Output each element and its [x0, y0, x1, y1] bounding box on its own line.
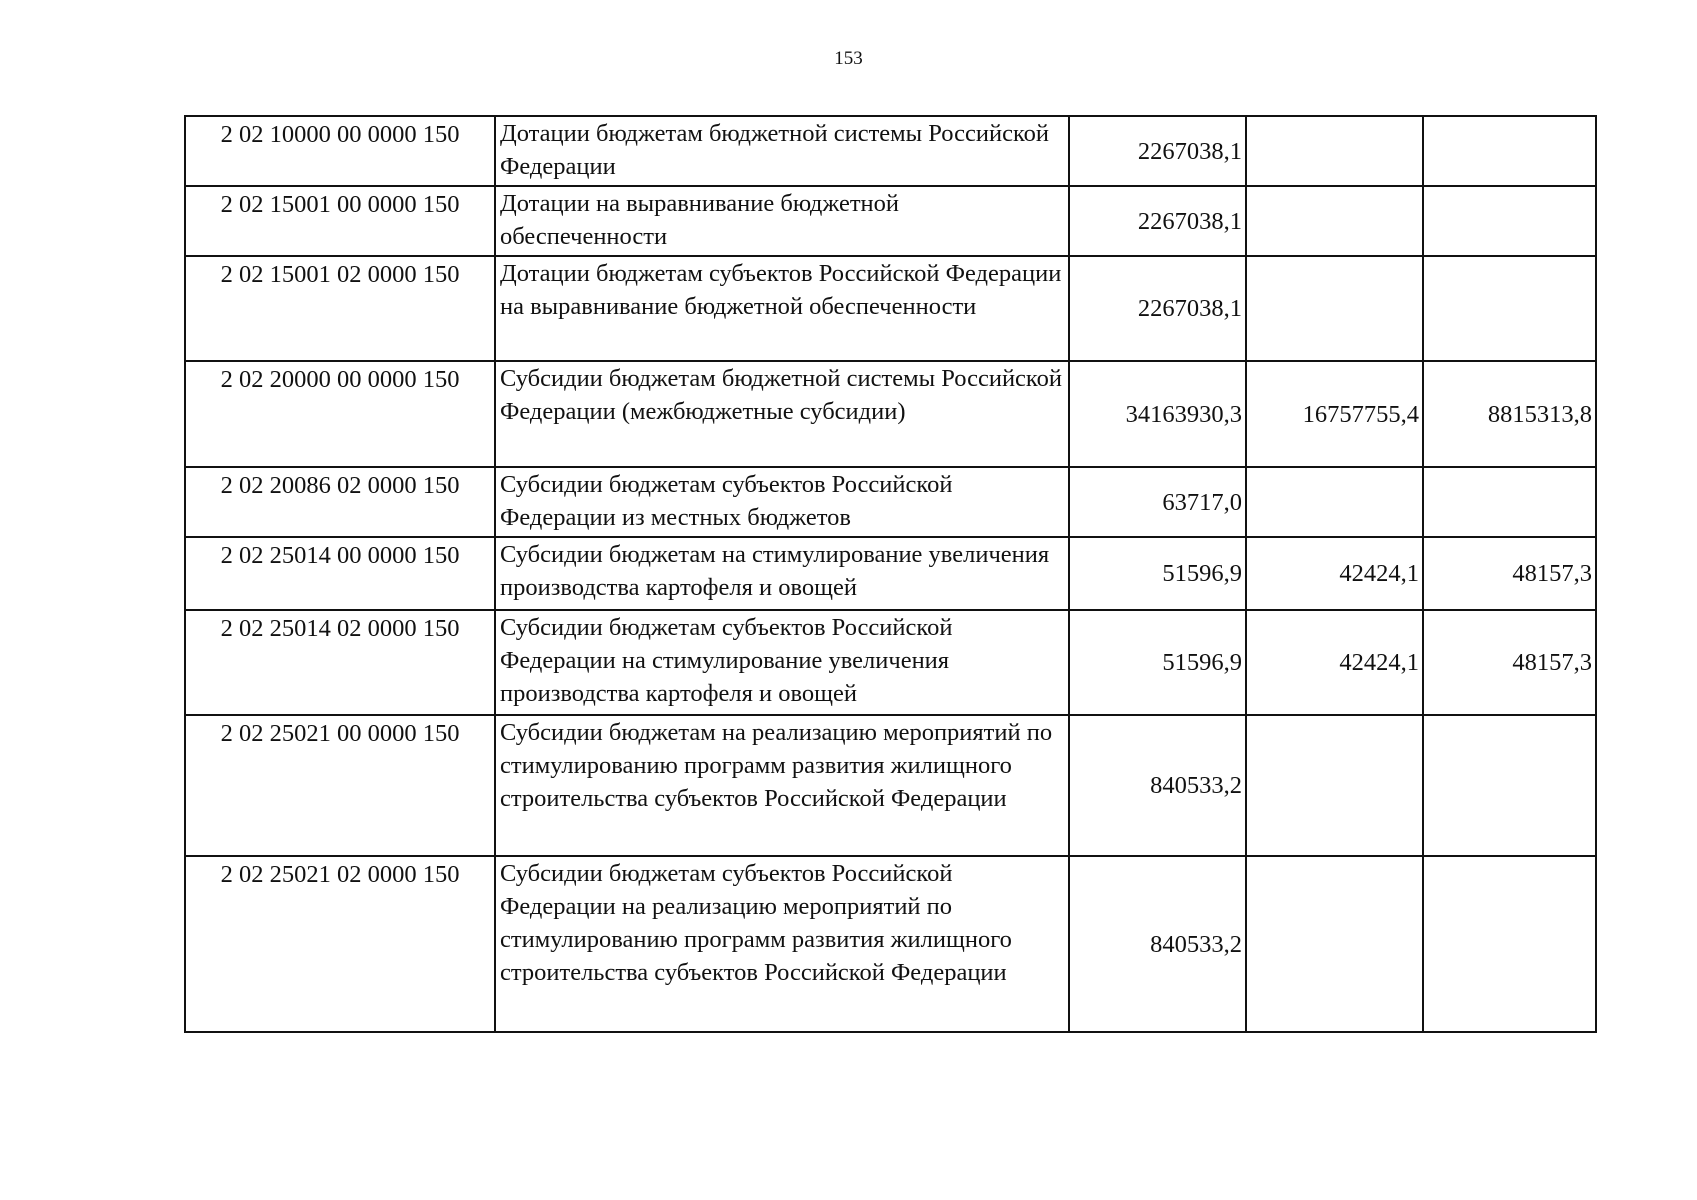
- amount-year2-cell: [1246, 186, 1423, 256]
- budget-code-cell: 2 02 10000 00 0000 150: [185, 116, 495, 186]
- amount-year1-cell: 2267038,1: [1069, 116, 1246, 186]
- amount-year1-cell: 840533,2: [1069, 856, 1246, 1032]
- budget-code-cell: 2 02 25014 00 0000 150: [185, 537, 495, 610]
- description-cell: Субсидии бюджетам бюджетной системы Российской Федерации (межбюджетные субсидии): [495, 361, 1069, 467]
- amount-year1-cell: 840533,2: [1069, 715, 1246, 856]
- amount-year3-cell: [1423, 256, 1596, 361]
- budget-code-cell: 2 02 25014 02 0000 150: [185, 610, 495, 715]
- table-row: [185, 856, 1596, 1032]
- table-row: [185, 537, 1596, 610]
- amount-year2-cell: [1246, 256, 1423, 361]
- amount-year3-cell: [1423, 467, 1596, 537]
- budget-revenue-table: [184, 115, 1597, 1033]
- description-cell: Дотации бюджетам субъектов Российской Федерации на выравнивание бюджетной обеспеченности: [495, 256, 1069, 361]
- table-row: [185, 361, 1596, 467]
- amount-year1-cell: 51596,9: [1069, 610, 1246, 715]
- amount-year2-cell: [1246, 715, 1423, 856]
- amount-year1-cell: 34163930,3: [1069, 361, 1246, 467]
- budget-code-cell: 2 02 25021 02 0000 150: [185, 856, 495, 1032]
- amount-year3-cell: 48157,3: [1423, 610, 1596, 715]
- amount-year2-cell: 42424,1: [1246, 610, 1423, 715]
- amount-year1-cell: 2267038,1: [1069, 186, 1246, 256]
- page-number: 153: [834, 48, 863, 69]
- table-row: [185, 116, 1596, 186]
- amount-year1-cell: 2267038,1: [1069, 256, 1246, 361]
- table-row: [185, 610, 1596, 715]
- description-cell: Субсидии бюджетам на стимулирование увеличения производства картофеля и овощей: [495, 537, 1069, 610]
- description-cell: Субсидии бюджетам субъектов Российской Федерации из местных бюджетов: [495, 467, 1069, 537]
- table-row: [185, 186, 1596, 256]
- amount-year2-cell: 16757755,4: [1246, 361, 1423, 467]
- description-cell: Дотации на выравнивание бюджетной обеспеченности: [495, 186, 1069, 256]
- table-row: [185, 715, 1596, 856]
- amount-year1-cell: 51596,9: [1069, 537, 1246, 610]
- table-row: [185, 467, 1596, 537]
- amount-year2-cell: [1246, 856, 1423, 1032]
- amount-year3-cell: [1423, 186, 1596, 256]
- budget-code-cell: 2 02 20086 02 0000 150: [185, 467, 495, 537]
- budget-code-cell: 2 02 20000 00 0000 150: [185, 361, 495, 467]
- amount-year3-cell: 8815313,8: [1423, 361, 1596, 467]
- description-cell: Дотации бюджетам бюджетной системы Российской Федерации: [495, 116, 1069, 186]
- amount-year1-cell: 63717,0: [1069, 467, 1246, 537]
- table-row: [185, 256, 1596, 361]
- amount-year2-cell: [1246, 116, 1423, 186]
- description-cell: Субсидии бюджетам субъектов Российской Федерации на стимулирование увеличения производства картофеля и овощей: [495, 610, 1069, 715]
- amount-year3-cell: [1423, 856, 1596, 1032]
- description-cell: Субсидии бюджетам субъектов Российской Федерации на реализацию мероприятий по стимулированию программ развития жилищного строительства субъектов Российской Федерации: [495, 856, 1069, 1032]
- amount-year3-cell: [1423, 116, 1596, 186]
- budget-code-cell: 2 02 25021 00 0000 150: [185, 715, 495, 856]
- amount-year2-cell: [1246, 467, 1423, 537]
- budget-code-cell: 2 02 15001 00 0000 150: [185, 186, 495, 256]
- amount-year3-cell: [1423, 715, 1596, 856]
- amount-year3-cell: 48157,3: [1423, 537, 1596, 610]
- budget-code-cell: 2 02 15001 02 0000 150: [185, 256, 495, 361]
- description-cell: Субсидии бюджетам на реализацию мероприятий по стимулированию программ развития жилищного строительства субъектов Российской Федерации: [495, 715, 1069, 856]
- amount-year2-cell: 42424,1: [1246, 537, 1423, 610]
